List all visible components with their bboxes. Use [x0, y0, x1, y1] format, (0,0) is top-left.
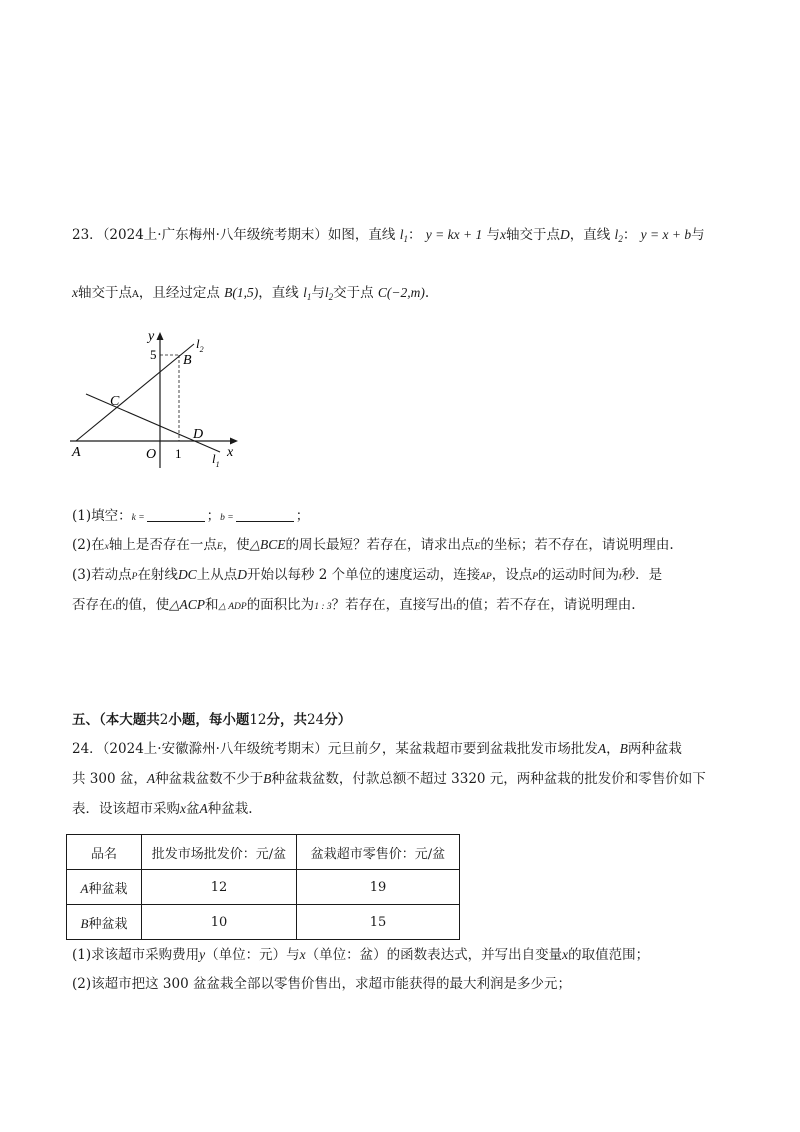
row-name: A种盆栽: [67, 870, 142, 905]
q24-p1-b: （单位：元）与: [205, 947, 300, 963]
line-text: ，直线: [258, 285, 299, 301]
triangle-ADP: △ ADP: [218, 602, 247, 612]
t-var: t: [619, 572, 622, 582]
label-x: x: [227, 445, 234, 460]
label-O: O: [146, 447, 157, 462]
q24-text-1-end: 两种盆栽: [627, 741, 682, 757]
var-A: A: [597, 741, 607, 756]
t-var-3: t: [453, 602, 456, 612]
x-axis-arrow: [230, 438, 238, 445]
line-l2: [76, 344, 194, 441]
q24-p1-a: (1)求该超市采购费用: [72, 947, 200, 963]
x-var-p2: x: [104, 542, 109, 552]
q24-text-2c: 种盆栽盆数，付款总额不超过 3320 元，两种盆栽的批发价和零售价如下: [271, 771, 706, 787]
triangle-ACP: △ACP: [169, 597, 206, 612]
section-n2: 12: [249, 712, 267, 728]
ray-DC: DC: [177, 567, 197, 582]
label-l1: $l_1$: [212, 451, 220, 469]
point-A: A: [132, 289, 139, 300]
p3-text-k: 的面积比为: [246, 597, 315, 613]
q24-text-2b: 种盆栽盆数不少于: [155, 771, 264, 787]
q24-line-1: [72, 740, 682, 758]
colon: ：: [407, 227, 422, 243]
segment-AP: AP: [480, 572, 492, 582]
q24-text-3b: 盆: [186, 801, 200, 817]
q24-line-2: [72, 770, 706, 788]
part3-label: (3)若动点: [72, 567, 132, 583]
p3-text-d: 开始以每秒 2 个单位的速度运动，连接: [246, 567, 481, 583]
var-A-2: A: [146, 771, 156, 786]
with-text-2: 与: [691, 227, 705, 243]
point-E-2: E: [474, 542, 481, 552]
table-header-row: [67, 835, 460, 870]
blank-k[interactable]: [147, 509, 205, 522]
label-D: D: [193, 427, 204, 442]
row-wholesale: 12: [142, 870, 297, 905]
q23-number: 23．: [72, 227, 103, 243]
q23-part2: [72, 536, 674, 556]
section-title-d: 分）: [324, 712, 352, 728]
fixed-point-text: ，且经过定点: [138, 285, 220, 301]
q24-text-2a: 共 300 盆，: [72, 771, 147, 787]
q23-line-1: [72, 226, 705, 248]
row-retail: 19: [297, 870, 460, 905]
point-P: P: [131, 572, 138, 582]
p3-text-g: 秒．是: [621, 567, 663, 583]
p3-text-f: 的运动时间为: [538, 567, 620, 583]
var-B: B: [619, 741, 628, 756]
x-var: x: [500, 227, 506, 242]
ratio: 1 : 3: [314, 602, 332, 612]
q23-part1: [72, 507, 309, 527]
section-n3: 24: [307, 712, 325, 728]
header-name: 品名: [67, 835, 142, 870]
p3-text-m: 的值；若不存在，请说明理由.: [455, 597, 636, 613]
q24-text-3a: 表．设该超市采购: [72, 801, 180, 817]
triangle-BCE: △BCE: [249, 537, 286, 552]
row-retail: 15: [297, 905, 460, 940]
q23-part3-line1: [72, 566, 662, 586]
var-x: x: [180, 801, 186, 816]
q23-source: （2024上·广东梅州·八年级统考期末）: [102, 227, 328, 243]
price-table: [66, 834, 460, 940]
p2-text-b: 轴上是否存在一点: [108, 537, 217, 553]
l1-label: $l_1$: [399, 227, 408, 244]
axis-meet-text: 轴交于点: [506, 227, 560, 243]
point-D: D: [560, 227, 570, 242]
q24-text-3c: 种盆栽.: [207, 801, 253, 817]
label-five: 5: [150, 347, 157, 362]
x-var-2: x: [72, 285, 78, 300]
blank-b[interactable]: [236, 509, 294, 522]
and-text: 与: [311, 285, 325, 301]
p3-text-c: 上从点: [196, 567, 238, 583]
var-A-3: A: [199, 801, 208, 816]
table-row: [67, 870, 460, 905]
line-l1: [86, 394, 220, 452]
var-y: y: [199, 947, 206, 962]
q23-intro: 如图，直线: [327, 227, 396, 243]
q24-p2: (2)该超市把这 300 盆盆栽全部以零售价售出，求超市能获得的最大利润是多少元；: [72, 976, 571, 992]
var-x-p1-2: x: [562, 947, 569, 962]
q24-part2: [72, 975, 571, 993]
equation-l2: y = x + b: [640, 227, 692, 242]
section-n1: 2: [159, 712, 169, 728]
table-row: [67, 905, 460, 940]
label-B: B: [183, 353, 192, 368]
section-title-b: 小题，每小题: [168, 712, 250, 728]
q24-line-3: [72, 800, 253, 818]
q24-text-1: 24．（2024上·安徽滁州·八年级统考期末）元旦前夕，某盆栽超市要到盆栽批发市场批发: [72, 741, 598, 757]
part1-label: (1)填空：: [72, 508, 132, 524]
p3-text-h: 否存在: [72, 597, 113, 613]
p2-text-d: 的周长最短？若存在，请求出点: [285, 537, 475, 553]
header-wholesale: 批发市场批发价：元/盆: [142, 835, 297, 870]
period: .: [424, 285, 430, 301]
var-x-p1: x: [299, 947, 306, 962]
row-name: B种盆栽: [67, 905, 142, 940]
intersect-text: 交于点: [333, 285, 374, 301]
label-one: 1: [175, 446, 182, 461]
p3-text-e: ，设点: [491, 567, 533, 583]
with-text: 与: [486, 227, 500, 243]
axis-meet-A-text: 轴交于点: [78, 285, 132, 301]
sep: ；: [206, 508, 221, 524]
equation-l1: y = kx + 1: [425, 227, 483, 242]
p3-text-j: 和: [205, 597, 219, 613]
q24-p1-c: （单位：盆）的函数表达式，并写出自变量: [305, 947, 563, 963]
label-y: y: [148, 329, 155, 344]
p2-text-c: ，使: [222, 537, 250, 553]
section-five-header: [72, 711, 351, 729]
point-C-coord: C(−2,m): [377, 285, 425, 300]
point-B-coord: B(1,5): [224, 285, 259, 300]
label-A: A: [72, 445, 81, 460]
coordinate-graph: [66, 322, 256, 472]
p3-text-i: 的值，使: [115, 597, 170, 613]
var-B-2: B: [263, 771, 272, 786]
colon2: ：: [622, 227, 637, 243]
end-sep: ；: [295, 508, 310, 524]
p3-text-b: 在射线: [137, 567, 178, 583]
part2-label: (2)在: [72, 537, 105, 553]
label-C: C: [110, 394, 120, 409]
l2-label-2: $l_2$: [324, 285, 334, 302]
k-var: k =: [131, 513, 145, 523]
y-axis-arrow: [157, 332, 164, 340]
point-P-2: P: [532, 572, 539, 582]
row-wholesale: 10: [142, 905, 297, 940]
comma-line-text: ，直线: [569, 227, 611, 243]
q23-line-2: [72, 284, 429, 306]
l2-label: $l_2$: [614, 227, 623, 244]
point-E: E: [216, 542, 223, 552]
section-title-a: 五、（本大题共: [72, 712, 160, 728]
section-title-c: 分，共: [266, 712, 308, 728]
label-l2: $l_2$: [196, 336, 204, 354]
p2-text-e: 的坐标；若不存在，请说明理由.: [480, 537, 674, 553]
comma: ，: [606, 741, 620, 757]
q24-p1-d: 的取值范围；: [568, 947, 650, 963]
l1-label-2: $l_1$: [303, 285, 312, 302]
t-var-2: t: [112, 602, 116, 612]
q24-part1: [72, 946, 649, 964]
point-D-p3: D: [237, 567, 247, 582]
q23-part3-line2: [72, 596, 636, 616]
header-retail: 盆栽超市零售价：元/盆: [297, 835, 460, 870]
p3-text-l: ？若存在，直接写出: [331, 597, 454, 613]
b-var: b =: [220, 513, 234, 523]
